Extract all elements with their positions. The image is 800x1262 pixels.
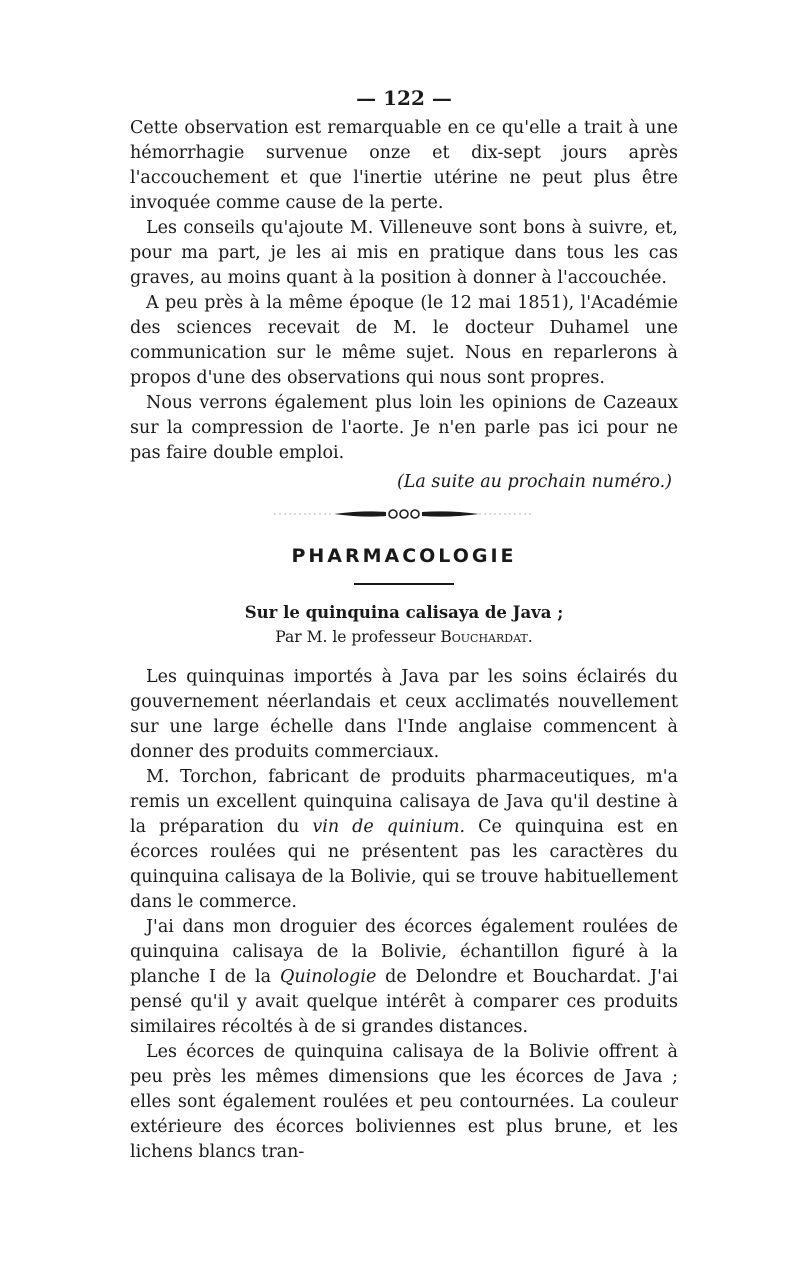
byline — [130, 625, 678, 649]
byline-prefix: Par M. le professeur — [275, 628, 436, 646]
page-number: — 122 — — [356, 86, 452, 110]
paragraph-droguier — [130, 915, 678, 1040]
paragraph-academie: A peu près à la même époque (le 12 mai 1851), l'Académie des sciences recevait de M. le docteur Duhamel une communication sur le même sujet. Nous en reparlerons à propos d'une des observations qui nous sont propres. — [130, 293, 678, 388]
paragraph-conseils: Les conseils qu'ajoute M. Villeneuve sont bons à suivre, et, pour ma part, je les ai mis en pratique dans tous les cas graves, au moins quant à la position à donner à l'accouchée. — [130, 218, 678, 288]
paragraph-droguier-end: de Delondre et Bouchardat. J'ai pensé qu'il y avait quelque intérêt à comparer ces produits similaires récoltés à de si grandes distances. — [130, 967, 679, 1037]
byline-author: Bouchardat. — [440, 628, 533, 646]
paragraph-observation: Cette observation est remarquable en ce qu'elle a trait à une hémorrhagie survenue onze et dix-sept jours après l'accouchement et que l'inertie utérine ne peut plus être invoquée comme cause de la perte. — [130, 118, 678, 213]
paragraph-ecorces: Les écorces de quinquina calisaya de la Bolivie offrent à peu près les mêmes dimensions que les écorces de Java ; elles sont également roulées et peu contournées. La couleur extérieure des écorces boliviennes est plus brune, et les lichens blancs tran- — [130, 1042, 678, 1162]
paragraph-torchon — [130, 765, 678, 915]
title-rule — [354, 583, 454, 585]
paragraph-torchon-emphasis: vin de quinium. — [312, 817, 466, 837]
paragraph-torchon-end: Ce quinquina est en écorces roulées qui ne présentent pas les caractères du quinquina calisaya de la Bolivie, qui se trouve habituellement dans le commerce. — [130, 817, 678, 912]
paragraph-quinquinas: Les quinquinas importés à Java par les soins éclairés du gouvernement néerlandais et ceux acclimatés nouvellement sur une large échelle dans l'Inde anglaise commencent à donner des produits commerciaux. — [130, 667, 678, 762]
article-title: Sur le quinquina calisaya de Java ; — [244, 603, 564, 622]
paragraph-droguier-start: J'ai dans mon droguier des écorces également roulées de quinquina calisaya de la Bolivie, échantillon figuré à la planche I de la — [130, 917, 678, 987]
document-page — [130, 86, 678, 1165]
section-title: PHARMACOLOGIE — [291, 545, 517, 567]
paragraph-droguier-emphasis: Quinologie — [279, 967, 377, 987]
continuation-note: (La suite au prochain numéro.) — [396, 472, 672, 492]
ornamental-divider — [274, 499, 534, 529]
paragraph-cazeaux: Nous verrons également plus loin les opinions de Cazeaux sur la compression de l'aorte. Je n'en parle pas ici pour ne pas faire double emploi. — [130, 393, 678, 463]
paragraph-torchon-start: M. Torchon, fabricant de produits pharmaceutiques, m'a remis un excellent quinquina calisaya de Java qu'il destine à la préparation du — [130, 767, 678, 837]
